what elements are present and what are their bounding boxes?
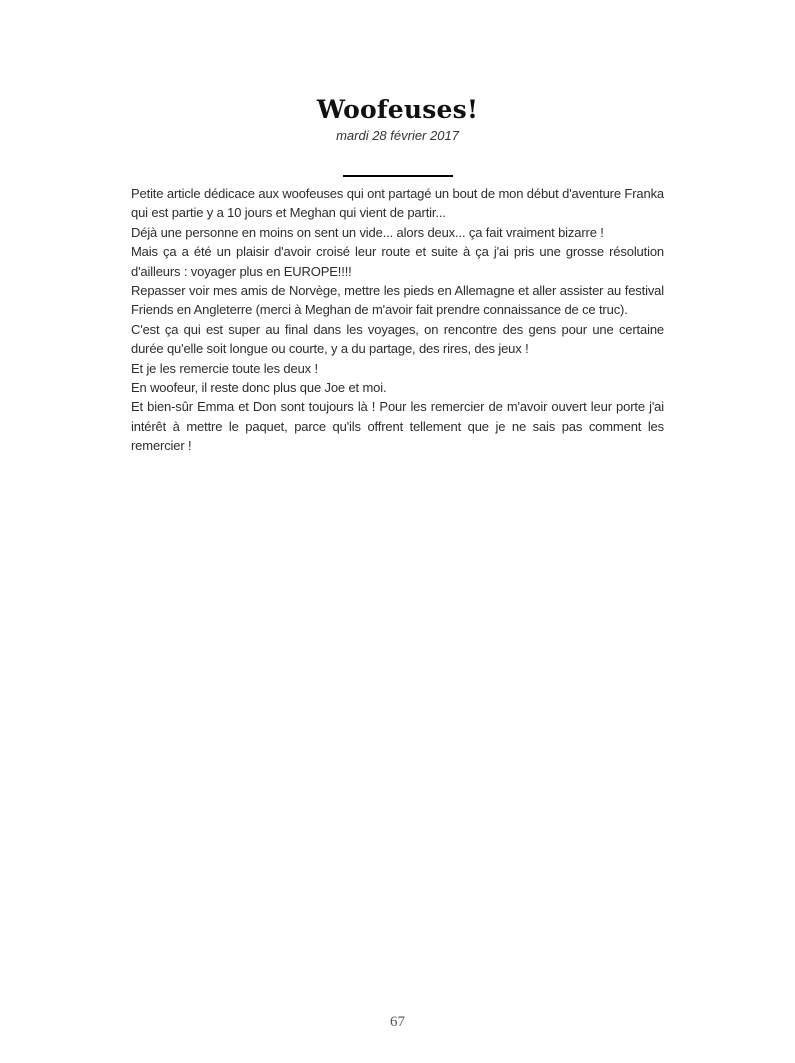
separator-rule — [343, 175, 453, 177]
paragraph: Petite article dédicace aux woofeuses qui ont partagé un bout de mon début d'aventure Franka qui est partie y a 10 jours et Meghan qui vient de partir... — [131, 186, 664, 221]
paragraph: Déjà une personne en moins on sent un vide... alors deux... ça fait vraiment bizarre ! — [131, 224, 604, 240]
page-footer — [0, 1013, 795, 1031]
paragraph: Et je les remercie toute les deux ! — [131, 360, 318, 376]
page-number: 67 — [390, 1014, 405, 1030]
paragraph: Repasser voir mes amis de Norvège, mettre les pieds en Allemagne et aller assister au festival Friends en Angleterre (merci à Meghan de m'avoir fait prendre connaissance de ce truc). — [131, 283, 664, 318]
paragraph: Et bien-sûr Emma et Don sont toujours là ! Pour les remercier de m'avoir ouvert leur porte j'ai intérêt à mettre le paquet, parce qu'ils offrent tellement que je ne sais pas comment les remercier ! — [131, 399, 664, 454]
article-date: mardi 28 février 2017 — [336, 128, 459, 143]
paragraph: Mais ça a été un plaisir d'avoir croisé leur route et suite à ça j'ai pris une grosse résolution d'ailleurs : voyager plus en EUROPE!!!! — [131, 244, 664, 279]
article-header — [0, 0, 795, 144]
paragraph: C'est ça qui est super au final dans les voyages, on rencontre des gens pour une certaine durée qu'elle soit longue ou courte, y a du partage, des rires, des jeux ! — [131, 321, 664, 357]
paragraph: En woofeur, il reste donc plus que Joe et moi. — [131, 380, 387, 396]
page-title: Woofeuses! — [316, 95, 479, 124]
article-body — [131, 184, 664, 456]
